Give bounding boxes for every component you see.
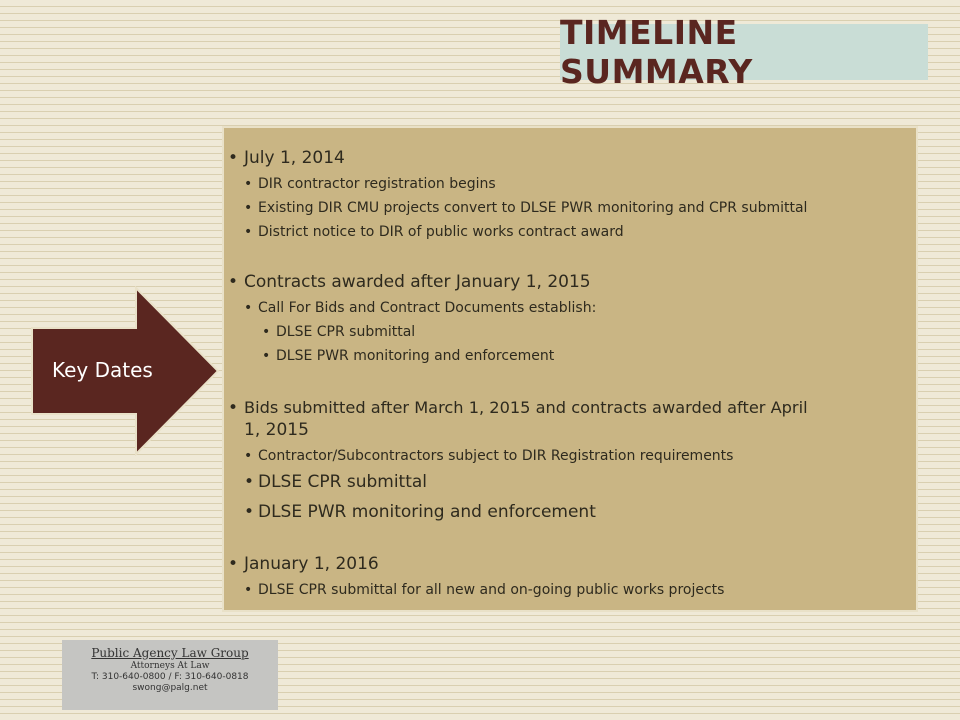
bullet: • bbox=[244, 448, 253, 464]
timeline-content bbox=[222, 126, 918, 612]
bullet: • bbox=[244, 502, 255, 522]
section-heading-jan-2016: January 1, 2016 bbox=[244, 554, 379, 574]
phone-fax: T: 310-640-0800 / F: 310-640-0818 bbox=[91, 672, 249, 682]
bullet: • bbox=[228, 272, 239, 292]
bullet: • bbox=[228, 148, 239, 168]
footer-card bbox=[62, 640, 278, 710]
firm-tagline: Attorneys At Law bbox=[130, 661, 210, 671]
bullet: • bbox=[244, 176, 253, 192]
sub-list-item: DLSE CPR submittal bbox=[276, 324, 416, 340]
bullet: • bbox=[244, 300, 253, 316]
list-item: Existing DIR CMU projects convert to DLSE PWR monitoring and CPR submittal bbox=[258, 200, 808, 216]
bullet: • bbox=[228, 554, 239, 574]
list-item: District notice to DIR of public works contract award bbox=[258, 224, 624, 240]
bullet: • bbox=[244, 472, 255, 492]
list-item: Contractor/Subcontractors subject to DIR Registration requirements bbox=[258, 448, 734, 464]
bullet: • bbox=[244, 582, 253, 598]
section-heading-jan-2015: Contracts awarded after January 1, 2015 bbox=[244, 272, 591, 292]
bullet: • bbox=[244, 224, 253, 240]
bullet: • bbox=[262, 324, 271, 340]
section-heading-july-2014: July 1, 2014 bbox=[244, 148, 345, 168]
list-item: DLSE PWR monitoring and enforcement bbox=[258, 502, 596, 522]
sub-list-item: DLSE PWR monitoring and enforcement bbox=[276, 348, 555, 364]
bullet: • bbox=[244, 200, 253, 216]
section-heading-mar-2015: Bids submitted after March 1, 2015 and contracts awarded after April bbox=[244, 398, 808, 417]
list-item: DIR contractor registration begins bbox=[258, 176, 496, 192]
key-dates-arrow bbox=[30, 286, 220, 456]
list-item: DLSE CPR submittal for all new and on-going public works projects bbox=[258, 582, 725, 598]
bullet: • bbox=[262, 348, 271, 364]
bullet: • bbox=[228, 398, 239, 418]
arrow-label: Key Dates bbox=[52, 358, 153, 382]
title-banner bbox=[560, 13, 928, 91]
email: swong@palg.net bbox=[132, 683, 208, 693]
page-title: TIMELINE SUMMARY bbox=[560, 13, 753, 91]
list-item: Call For Bids and Contract Documents establish: bbox=[258, 300, 597, 316]
firm-name: Public Agency Law Group bbox=[91, 646, 249, 660]
list-item: DLSE CPR submittal bbox=[258, 472, 428, 492]
section-heading-mar-2015-cont: 1, 2015 bbox=[244, 420, 309, 440]
